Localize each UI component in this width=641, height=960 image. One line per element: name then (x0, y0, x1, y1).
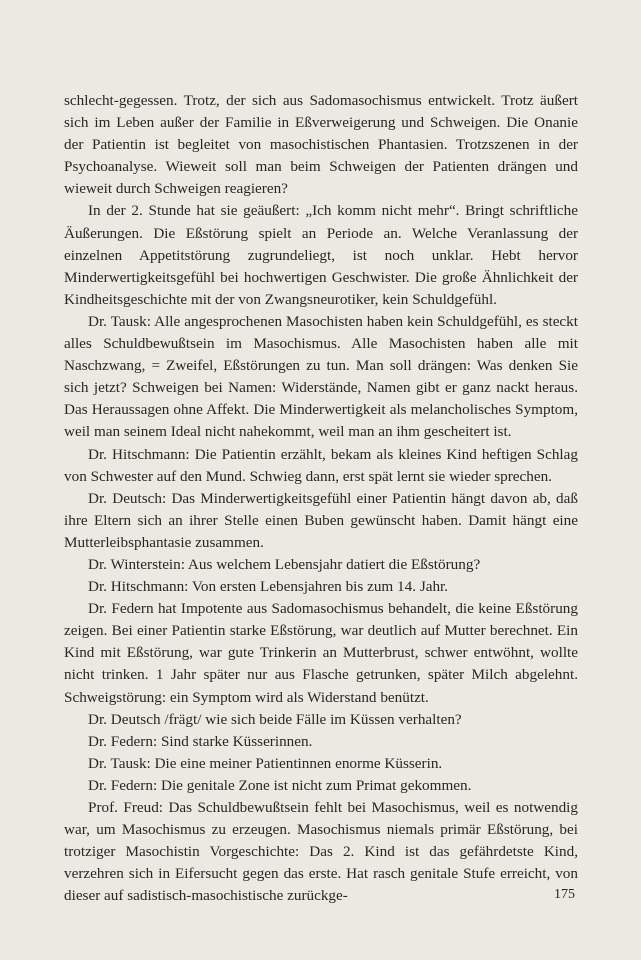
paragraph-10: Dr. Federn: Sind starke Küsserinnen. (88, 732, 313, 750)
paragraph-8: Dr. Federn hat Impotente aus Sadomasochismus behandelt, die keine Eßstörung zeigen. Bei einer Patientin starke Eßstörung, war deutlich auf Mutter berechnet. Ein Kind mit Eßstörung, war gute Trinkerin an Mutterbrust, schwer entwöhnt, wollte nicht trinken. 1 Jahr später nur aus Flasche getrunken, später Milch abgelehnt. Schweigstörung: ein Symptom wird als Widerstand benützt. (64, 600, 578, 706)
page-number: 175 (554, 887, 575, 902)
paragraph-9: Dr. Deutsch /frägt/ wie sich beide Fälle im Küssen verhalten? (88, 710, 462, 728)
paragraph-13: Prof. Freud: Das Schuldbewußtsein fehlt bei Masochismus, weil es notwendig war, um Masochismus zu erzeugen. Masochismus niemals primär Eßstörung, bei trotziger Masochistin Vorgeschichte: Das 2. Kind ist das gefährdetste Kind, verzehren sich in Eifersucht gegen das erste. Hat rasch genitale Stufe erreicht, von dieser auf sadistisch-masochistische zurückge- (64, 799, 578, 905)
paragraph-1: schlecht-gegessen. Trotz, der sich aus Sadomasochismus entwickelt. Trotz äußert sich im Leben außer der Familie in Eßverweigerung und Schweigen. Die Onanie der Patientin ist begleitet von masochistischen Phantasien. Trotzszenen in der Psychoanalyse. Wieweit soll man beim Schweigen der Patienten drängen und wieweit durch Schweigen reagieren? (64, 92, 578, 198)
paragraph-4: Dr. Hitschmann: Die Patientin erzählt, bekam als kleines Kind heftigen Schlag von Schwester auf den Mund. Schwieg dann, erst spät lernt sie wieder sprechen. (64, 445, 578, 485)
paragraph-12: Dr. Federn: Die genitale Zone ist nicht zum Primat gekommen. (88, 776, 472, 794)
document-body (64, 90, 578, 907)
paragraph-7: Dr. Hitschmann: Von ersten Lebensjahren bis zum 14. Jahr. (88, 578, 449, 596)
paragraph-3: Dr. Tausk: Alle angesprochenen Masochisten haben kein Schuldgefühl, es steckt alles Schuldbewußtsein im Masochismus. Alle Masochisten haben alle mit Naschzwang, = Zweifel, Eßstörungen zu tun. Man soll drängen: Was denken Sie sich jetzt? Schweigen bei Namen: Widerstände, Namen gibt er ganz nackt heraus. Das Heraussagen ohne Affekt. Die Minderwertigkeit als melancholisches Symptom, weil man seinem Ideal nicht nahekommt, weil man an ihm gescheitert ist. (64, 312, 578, 441)
paragraph-11: Dr. Tausk: Die eine meiner Patientinnen enorme Küsserin. (88, 754, 443, 772)
paragraph-2: In der 2. Stunde hat sie geäußert: „Ich komm nicht mehr“. Bringt schriftliche Äußerungen. Die Eßstörung spielt an Periode an. Welche Veranlassung der einzelnen Appetitstörung zugrundeliegt, ist noch unklar. Hebt hervor Minderwertigkeitsgefühl bei hochwertigen Geschwister. Die große Ähnlichkeit der Kindheitsgeschichte mit der von Zwangsneurotiker, kein Schuldgefühl. (64, 202, 578, 308)
paragraph-5: Dr. Deutsch: Das Minderwertigkeitsgefühl einer Patientin hängt davon ab, daß ihre Eltern sich an ihrer Stelle einen Buben gewünscht haben. Damit hängt eine Mutterleibsphantasie zusammen. (64, 489, 578, 551)
paragraph-6: Dr. Winterstein: Aus welchem Lebensjahr datiert die Eßstörung? (88, 555, 481, 573)
